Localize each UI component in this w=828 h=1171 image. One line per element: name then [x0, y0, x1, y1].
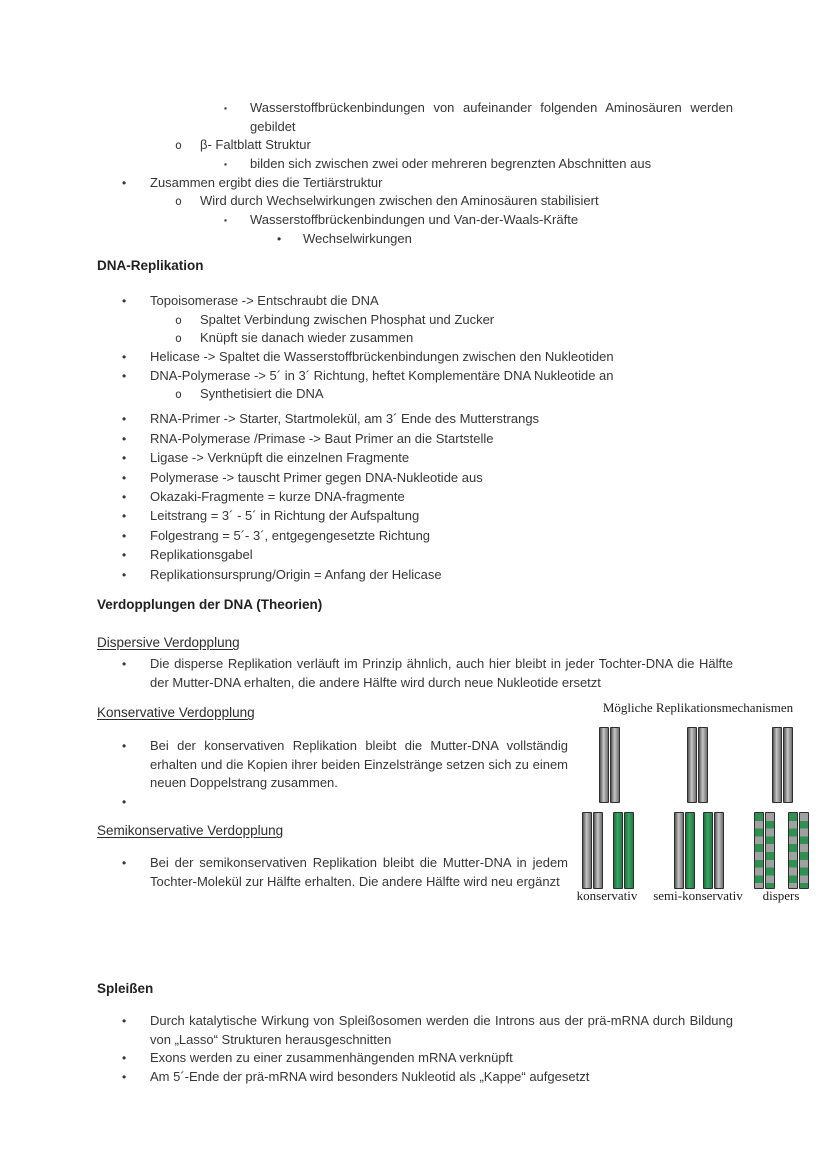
list-item — [97, 385, 733, 404]
disc-bullet-icon: • — [122, 490, 127, 505]
square-bullet-icon: ▪ — [224, 158, 228, 169]
disc-bullet-icon: • — [122, 349, 127, 364]
dna-strand-bar — [703, 812, 713, 889]
list-item — [97, 507, 733, 526]
list-item — [97, 1068, 733, 1087]
heading-spleissen: Spleißen — [97, 981, 154, 996]
dna-strand-bar — [599, 727, 609, 803]
dna-strand-bar — [613, 812, 623, 889]
list-item-text: Helicase -> Spaltet die Wasserstoffbrückenbindungen zwischen den Nukleotiden — [150, 348, 614, 364]
list-item-text: Spaltet Verbindung zwischen Phosphat und Zucker — [200, 311, 495, 327]
disc-bullet-icon: • — [122, 567, 127, 582]
circle-bullet-icon: o — [175, 138, 182, 153]
dna-strand-bar — [754, 812, 764, 889]
disc-bullet-icon: • — [122, 451, 127, 466]
list-item — [97, 655, 733, 692]
list-item — [97, 367, 733, 386]
dna-strand-bar — [772, 727, 782, 803]
list-item — [97, 546, 733, 565]
protein-structure-list — [97, 99, 733, 248]
dna-strand-bar — [582, 812, 592, 889]
list-item — [97, 136, 733, 155]
list-item-text: Knüpft sie danach wieder zusammen — [200, 330, 414, 346]
list-item-text: Topoisomerase -> Entschraubt die DNA — [150, 293, 379, 308]
list-item-text: Wechselwirkungen — [303, 230, 412, 246]
list-item-text: RNA-Primer -> Starter, Startmolekül, am 3´ Ende des Mutterstrangs — [150, 411, 540, 427]
list-item — [97, 311, 733, 330]
dna-strand-bar — [610, 727, 620, 803]
list-item-text: bilden sich zwischen zwei oder mehreren begrenzten Abschnitten aus — [250, 155, 652, 171]
list-item — [97, 230, 733, 249]
list-item — [97, 155, 733, 174]
heading-konservative: Konservative Verdopplung — [97, 705, 255, 720]
disc-bullet-icon: • — [122, 1051, 127, 1066]
dna-strand-bar — [783, 727, 793, 803]
dna-strand-bar — [788, 812, 798, 889]
disc-bullet-icon: • — [122, 175, 127, 190]
heading-verdopplungen: Verdopplungen der DNA (Theorien) — [97, 597, 323, 612]
list-item-text: Polymerase -> tauscht Primer gegen DNA-Nukleotide aus — [150, 469, 483, 485]
list-item-text: Leitstrang = 3´ - 5´ in Richtung der Aufspaltung — [150, 508, 420, 524]
semikonservative-list — [97, 854, 733, 891]
disc-bullet-icon: • — [122, 528, 127, 543]
disc-bullet-icon: • — [122, 412, 127, 427]
list-item — [97, 469, 733, 488]
list-item-text: Bei der konservativen Replikation bleibt die Mutter-DNA vollständig erhalten und die Kopien ihrer beiden Einzelstränge setzen sich zu einem neuen Doppelstrang zusammen. — [150, 738, 568, 791]
figure-mechanism-label: konservativ — [576, 888, 638, 903]
disc-bullet-icon: • — [122, 657, 127, 671]
list-item-text: Zusammen ergibt dies die Tertiärstruktur — [150, 174, 383, 190]
dna-strand-bar — [593, 812, 603, 889]
dna-strand-bar — [698, 727, 708, 803]
disc-bullet-icon: • — [122, 294, 127, 308]
disc-bullet-icon: • — [122, 794, 127, 809]
list-item-text: Durch katalytische Wirkung von Spleißosomen werden die Introns aus der prä-mRNA durch Bildung von „Lasso“ Strukturen herausgeschnitten — [150, 1013, 733, 1047]
disc-bullet-icon: • — [277, 231, 282, 246]
list-item-text: Ligase -> Verknüpft die einzelnen Fragmente — [150, 450, 410, 466]
list-item — [97, 566, 733, 585]
disc-bullet-icon: • — [122, 1069, 127, 1084]
list-item-text: Am 5´-Ende der prä-mRNA wird besonders Nukleotid als „Kappe“ aufgesetzt — [150, 1068, 590, 1084]
list-item-text: Okazaki-Fragmente = kurze DNA-fragmente — [150, 489, 405, 505]
disc-bullet-icon: • — [122, 431, 127, 446]
figure-mechanism-label: dispers — [762, 888, 800, 903]
list-item — [97, 292, 733, 311]
list-item — [97, 527, 733, 546]
list-item-text: Die disperse Replikation verläuft im Prinzip ähnlich, auch hier bleibt in jeder Tochter-DNA die Hälfte der Mutter-DNA erhalten, die andere Hälfte wird durch neue Nukleotide ersetzt — [150, 656, 733, 690]
figure-title: Mögliche Replikationsmechanismen — [602, 700, 794, 715]
circle-bullet-icon: o — [175, 331, 182, 346]
list-item — [97, 174, 733, 193]
heading-semikonservative: Semikonservative Verdopplung — [97, 823, 284, 838]
disc-bullet-icon: • — [122, 739, 127, 753]
list-item — [97, 449, 733, 468]
disc-bullet-icon: • — [122, 856, 127, 870]
list-item-text: Bei der semikonservativen Replikation bleibt die Mutter-DNA in jedem Tochter-Molekül zur Hälfte erhalten. Die andere Hälfte wird neu ergänzt — [150, 855, 568, 889]
list-item-text: Wird durch Wechselwirkungen zwischen den Aminosäuren stabilisiert — [200, 193, 599, 209]
list-item — [97, 430, 733, 449]
dna-strand-bar — [624, 812, 634, 889]
dna-strand-bar — [674, 812, 684, 889]
list-item-text: Folgestrang = 5´- 3´, entgegengesetzte Richtung — [150, 527, 431, 543]
square-bullet-icon: ▪ — [224, 103, 228, 113]
heading-dispersive: Dispersive Verdopplung — [97, 635, 240, 650]
disc-bullet-icon: • — [122, 548, 127, 563]
list-item-text: β- Faltblatt Struktur — [200, 137, 311, 153]
list-item — [97, 192, 733, 211]
list-item-text: Replikationsgabel — [150, 547, 253, 563]
list-item-text: Wasserstoffbrückenbindungen von aufeinander folgenden Aminosäuren werden gebildet — [250, 100, 733, 134]
disc-bullet-icon: • — [122, 470, 127, 485]
list-item-text: Exons werden zu einer zusammenhängenden mRNA verknüpft — [150, 1050, 513, 1066]
list-item-text: RNA-Polymerase /Primase -> Baut Primer an die Startstelle — [150, 430, 494, 446]
heading-dna-replikation: DNA-Replikation — [97, 258, 204, 273]
dna-strand-bar — [765, 812, 775, 889]
dna-strand-bar — [685, 812, 695, 889]
square-bullet-icon: ▪ — [224, 214, 228, 225]
list-item — [97, 854, 733, 891]
list-item-text: Wasserstoffbrückenbindungen und Van-der-Waals-Kräfte — [250, 211, 579, 227]
disc-bullet-icon: • — [122, 368, 127, 383]
dna-strand-bar — [687, 727, 697, 803]
konservative-list — [97, 737, 733, 812]
list-item — [97, 211, 733, 230]
list-item — [97, 99, 733, 136]
dna-replikation-list — [97, 292, 733, 584]
dna-strand-bar — [714, 812, 724, 889]
list-item — [97, 488, 733, 507]
spleissen-list — [97, 1012, 733, 1087]
dna-strand-bar — [799, 812, 809, 889]
list-item — [97, 793, 733, 812]
list-item — [97, 410, 733, 429]
list-item-text: DNA-Polymerase -> 5´ in 3´ Richtung, heftet Komplementäre DNA Nukleotide an — [150, 367, 614, 383]
circle-bullet-icon: o — [175, 194, 182, 209]
list-item-text: Replikationsursprung/Origin = Anfang der Helicase — [150, 566, 442, 582]
list-item-text — [150, 793, 733, 812]
list-item — [97, 329, 733, 348]
circle-bullet-icon: o — [175, 312, 182, 327]
circle-bullet-icon: o — [175, 387, 182, 402]
list-item — [97, 1049, 733, 1068]
list-item — [97, 1012, 733, 1049]
list-item — [97, 737, 733, 793]
list-item — [97, 348, 733, 367]
disc-bullet-icon: • — [122, 509, 127, 524]
list-item-text: Synthetisiert die DNA — [200, 386, 324, 402]
disc-bullet-icon: • — [122, 1014, 127, 1028]
figure-mechanism-label: semi-konservativ — [653, 888, 743, 903]
dispersive-list — [97, 655, 733, 692]
